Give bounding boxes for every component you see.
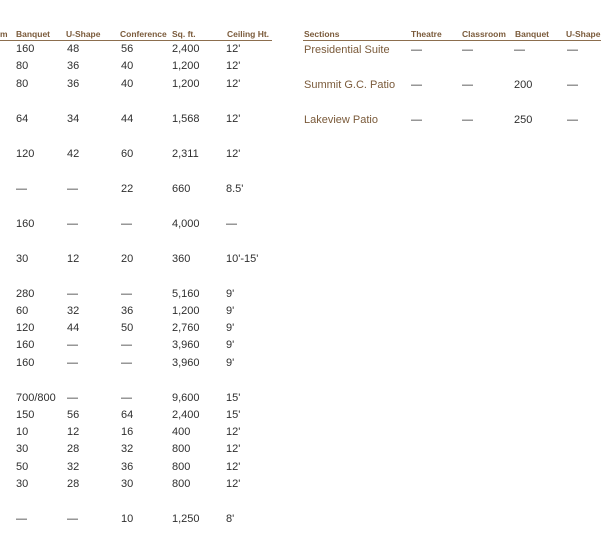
right-cell-theatre: —	[411, 44, 422, 56]
left-cell-sqft: 660	[172, 183, 191, 195]
left-cell-ceiling: 9'	[226, 288, 235, 300]
left-cell-conference: 22	[121, 183, 134, 195]
left-cell-ceiling: 12'	[226, 43, 241, 55]
left-cell-banquet: 80	[16, 60, 29, 72]
right-section-name: Summit G.C. Patio	[304, 79, 396, 91]
left-cell-ceiling: 9'	[226, 305, 235, 317]
left-cell-banquet: —	[16, 513, 27, 525]
left-cell-sqft: 1,200	[172, 305, 200, 317]
right-cell-ushape: —	[567, 44, 578, 56]
left-cell-sqft: 3,960	[172, 357, 200, 369]
left-cell-ushape: 28	[67, 478, 80, 490]
left-cell-conference: 60	[121, 148, 134, 160]
left-cell-banquet: 700/800	[16, 392, 56, 404]
left-cell-banquet: 60	[16, 305, 29, 317]
left-cell-ushape: 12	[67, 253, 80, 265]
header-sqft: Sq. ft.	[172, 29, 196, 39]
right-cell-banquet: 250	[514, 114, 533, 126]
left-cell-ushape: 44	[67, 322, 80, 334]
left-cell-ushape: 36	[67, 60, 80, 72]
right-cell-classroom: —	[462, 79, 473, 91]
right-cell-theatre: —	[411, 114, 422, 126]
left-cell-banquet: 50	[16, 461, 29, 473]
left-cell-banquet: 64	[16, 113, 29, 125]
left-cell-ceiling: 8.5'	[226, 183, 244, 195]
left-cell-ceiling: 12'	[226, 113, 241, 125]
left-cell-conference: 10	[121, 513, 134, 525]
left-cell-conference: —	[121, 288, 132, 300]
left-cell-banquet: 30	[16, 253, 29, 265]
right-section-name: Presidential Suite	[304, 44, 390, 56]
right-cell-ushape: —	[567, 79, 578, 91]
left-cell-ushape: 34	[67, 113, 80, 125]
left-cell-sqft: 9,600	[172, 392, 200, 404]
left-cell-conference: 56	[121, 43, 134, 55]
left-cell-ushape: 36	[67, 78, 80, 90]
left-cell-ushape: —	[67, 288, 78, 300]
left-cell-conference: 50	[121, 322, 134, 334]
left-cell-ushape: —	[67, 218, 78, 230]
left-cell-ceiling: 12'	[226, 78, 241, 90]
right-cell-classroom: —	[462, 44, 473, 56]
left-cell-sqft: 2,400	[172, 409, 200, 421]
left-cell-banquet: 150	[16, 409, 35, 421]
left-cell-sqft: 800	[172, 478, 191, 490]
header-conference: Conference	[120, 29, 167, 39]
left-cell-ceiling: 12'	[226, 478, 241, 490]
left-cell-ushape: 42	[67, 148, 80, 160]
left-cell-sqft: 2,760	[172, 322, 200, 334]
header-ceiling: Ceiling Ht.	[227, 29, 270, 39]
left-cell-ceiling: 15'	[226, 392, 241, 404]
left-cell-ushape: 56	[67, 409, 80, 421]
left-cell-conference: 30	[121, 478, 134, 490]
left-cell-conference: 40	[121, 60, 134, 72]
left-cell-ushape: —	[67, 513, 78, 525]
left-cell-ceiling: 12'	[226, 60, 241, 72]
left-cell-banquet: 80	[16, 78, 29, 90]
left-cell-sqft: 800	[172, 443, 191, 455]
left-cell-banquet: 160	[16, 339, 35, 351]
left-cell-ceiling: 12'	[226, 426, 241, 438]
right-cell-theatre: —	[411, 79, 422, 91]
left-cell-sqft: 1,200	[172, 78, 200, 90]
left-cell-banquet: 120	[16, 148, 35, 160]
left-cell-ceiling: 15'	[226, 409, 241, 421]
left-cell-ushape: 32	[67, 461, 80, 473]
left-cell-sqft: 1,250	[172, 513, 200, 525]
left-cell-conference: 64	[121, 409, 134, 421]
left-cell-ceiling: 9'	[226, 322, 235, 334]
left-cell-conference: 40	[121, 78, 134, 90]
left-cell-ceiling: 10'-15'	[226, 253, 259, 265]
left-cell-banquet: 120	[16, 322, 35, 334]
left-cell-conference: —	[121, 357, 132, 369]
left-cell-ceiling: 9'	[226, 357, 235, 369]
right-cell-banquet: 200	[514, 79, 533, 91]
left-cell-conference: 36	[121, 305, 134, 317]
left-cell-conference: 36	[121, 461, 134, 473]
right-header-rule	[303, 40, 601, 41]
left-cell-sqft: 4,000	[172, 218, 200, 230]
right-cell-classroom: —	[462, 114, 473, 126]
left-cell-sqft: 2,311	[172, 148, 199, 160]
left-cell-conference: 44	[121, 113, 134, 125]
left-cell-banquet: 160	[16, 43, 35, 55]
header-right-ushape: U-Shape	[566, 29, 601, 39]
header-sections: Sections	[304, 29, 340, 39]
left-cell-ceiling: 12'	[226, 461, 241, 473]
right-section-name: Lakeview Patio	[304, 114, 378, 126]
left-cell-ushape: 48	[67, 43, 80, 55]
left-cell-ushape: 28	[67, 443, 80, 455]
header-classroom: Classroom	[462, 29, 506, 39]
left-cell-sqft: 1,568	[172, 113, 200, 125]
left-cell-ushape: —	[67, 392, 78, 404]
left-cell-ushape: —	[67, 339, 78, 351]
left-cell-conference: 32	[121, 443, 134, 455]
left-cell-banquet: 160	[16, 218, 35, 230]
left-cell-conference: 20	[121, 253, 134, 265]
left-cell-banquet: 160	[16, 357, 35, 369]
left-cell-ushape: 12	[67, 426, 80, 438]
right-cell-ushape: —	[567, 114, 578, 126]
header-ushape: U-Shape	[66, 29, 101, 39]
left-cell-conference: —	[121, 339, 132, 351]
left-cell-banquet: —	[16, 183, 27, 195]
left-cell-sqft: 400	[172, 426, 191, 438]
left-cell-banquet: 280	[16, 288, 35, 300]
left-cell-banquet: 30	[16, 443, 29, 455]
left-cell-ushape: 32	[67, 305, 80, 317]
left-cell-sqft: 800	[172, 461, 191, 473]
left-cell-sqft: 5,160	[172, 288, 200, 300]
left-cell-sqft: 360	[172, 253, 191, 265]
left-cell-ceiling: —	[226, 218, 237, 230]
left-cell-sqft: 2,400	[172, 43, 200, 55]
header-right-banquet: Banquet	[515, 29, 549, 39]
right-cell-banquet: —	[514, 44, 525, 56]
left-cell-ceiling: 12'	[226, 148, 241, 160]
left-header-rule	[0, 40, 272, 41]
left-cell-sqft: 3,960	[172, 339, 200, 351]
left-cell-ceiling: 8'	[226, 513, 235, 525]
left-cell-ceiling: 9'	[226, 339, 235, 351]
header-theatre: Theatre	[411, 29, 442, 39]
left-cell-conference: —	[121, 218, 132, 230]
left-cell-sqft: 1,200	[172, 60, 200, 72]
left-cell-ceiling: 12'	[226, 443, 241, 455]
header-banquet: Banquet	[16, 29, 50, 39]
left-cell-banquet: 30	[16, 478, 29, 490]
left-cell-conference: —	[121, 392, 132, 404]
left-cell-banquet: 10	[16, 426, 29, 438]
left-cell-ushape: —	[67, 183, 78, 195]
left-cell-conference: 16	[121, 426, 134, 438]
left-cell-ushape: —	[67, 357, 78, 369]
header-room-fragment: m	[0, 29, 8, 39]
